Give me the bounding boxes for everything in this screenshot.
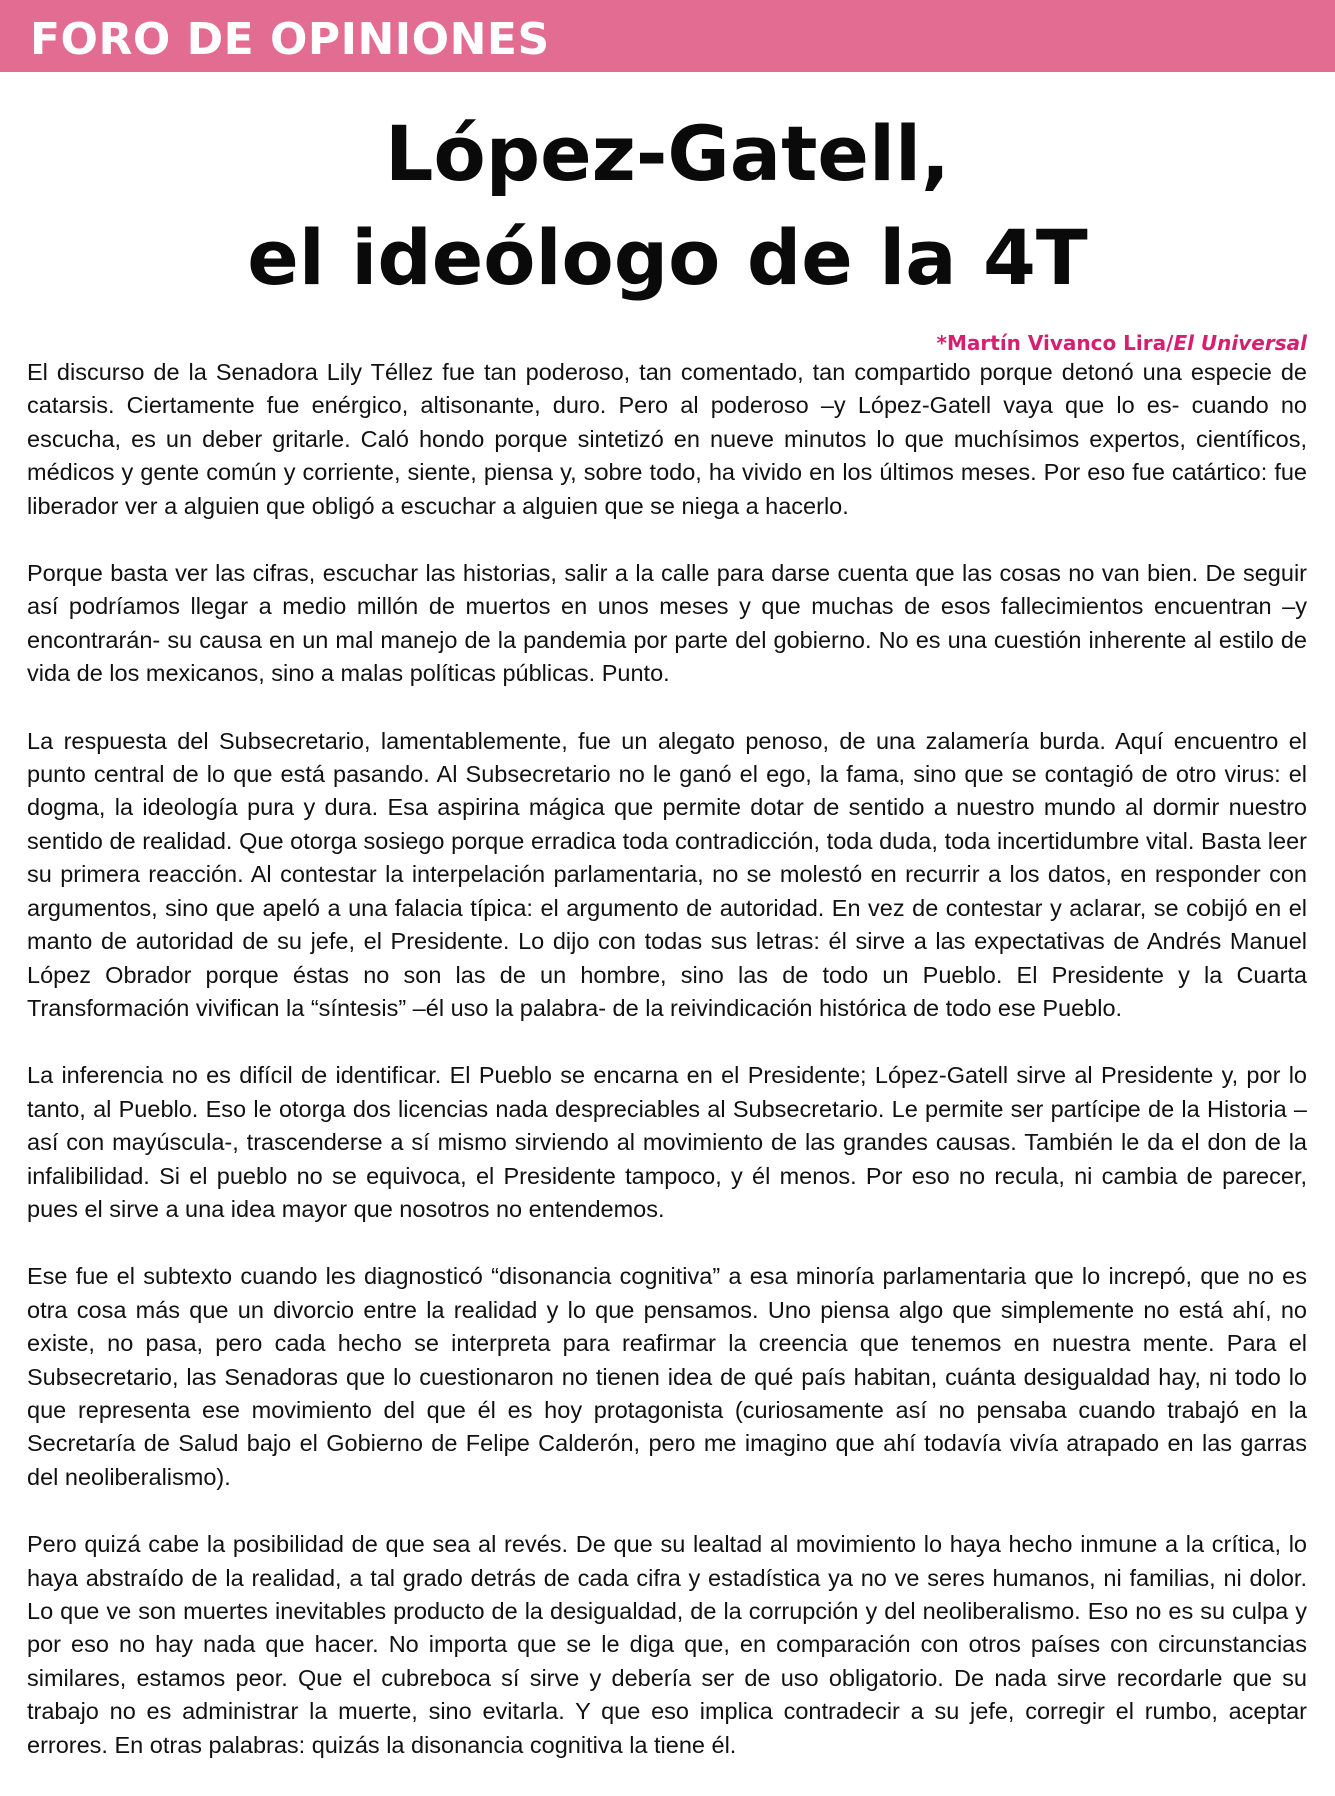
section-label: FORO DE OPINIONES	[30, 14, 550, 65]
article-paragraph-5: Ese fue el subtexto cuando les diagnosticó “disonancia cognitiva” a esa minoría parlamentaria que lo increpó, que no es otra cosa más que un divorcio entre la realidad y lo que pensamos. Uno piensa algo que simplemente no está ahí, no existe, no pasa, pero cada hecho se interpreta para reafirmar la creencia que tenemos en nuestra mente. Para el Subsecretario, las Senadoras que lo cuestionaron no tienen idea de qué país habitan, cuánta desigualdad hay, ni todo lo que representa ese movimiento del que él es hoy protagonista (curiosamente así no pensaba cuando trabajó en la Secretaría de Salud bajo el Gobierno de Felipe Calderón, pero me imagino que ahí todavía vivía atrapado en las garras del neoliberalismo).	[27, 1263, 1307, 1490]
article-paragraph-2: Porque basta ver las cifras, escuchar las historias, salir a la calle para darse cuenta que las cosas no van bien. De seguir así podríamos llegar a medio millón de muertos en unos meses y que muchas de esos fallecimientos encuentran –y encontrarán- su causa en un mal manejo de la pandemia por parte del gobierno. No es una cuestión inherente al estilo de vida de los mexicanos, sino a malas políticas públicas. Punto.	[27, 560, 1307, 687]
article-body	[27, 356, 1307, 1796]
article-title-line-2: el ideólogo de la 4T	[247, 213, 1088, 302]
byline-outlet: El Universal	[1173, 331, 1307, 355]
article-paragraph-3: La respuesta del Subsecretario, lamentablemente, fue un alegato penoso, de una zalamería burda. Aquí encuentro el punto central de lo que está pasando. Al Subsecretario no le ganó el ego, la fama, sino que se contagió de otro virus: el dogma, la ideología pura y dura. Esa aspirina mágica que permite dotar de sentido a nuestro mundo al dormir nuestro sentido de realidad. Que otorga sosiego porque erradica toda contradicción, toda duda, toda incertidumbre vital. Basta leer su primera reacción. Al contestar la interpelación parlamentaria, no se molestó en recurrir a los datos, en responder con argumentos, sino que apeló a una falacia típica: el argumento de autoridad. En vez de contestar y aclarar, se cobijó en el manto de autoridad de su jefe, el Presidente. Lo dijo con todas sus letras: él sirve a las expectativas de Andrés Manuel López Obrador porque éstas no son las de un hombre, sino las de todo un Pueblo. El Presidente y la Cuarta Transformación vivifican la “síntesis” –él uso la palabra- de la reivindicación histórica de todo ese Pueblo.	[27, 727, 1307, 1021]
article-paragraph-4: La inferencia no es difícil de identificar. El Pueblo se encarna en el Presidente; López-Gatell sirve al Presidente y, por lo tanto, al Pueblo. Eso le otorga dos licencias nada despreciables al Subsecretario. Le permite ser partícipe de la Historia –así con mayúscula-, trascenderse a sí mismo sirviendo al movimiento de las grandes causas. También le da el don de la infalibilidad. Si el pueblo no se equivoca, el Presidente tampoco, y él menos. Por eso no recula, ni cambia de parecer, pues el sirve a una idea mayor que nosotros no entendemos.	[27, 1062, 1307, 1222]
byline	[937, 330, 1307, 356]
byline-author: *Martín Vivanco Lira/	[936, 331, 1174, 355]
article-title-line-1: López-Gatell,	[385, 109, 950, 198]
section-banner	[0, 0, 1335, 72]
article-paragraph-6: Pero quizá cabe la posibilidad de que sea al revés. De que su lealtad al movimiento lo haya hecho inmune a la crítica, lo haya abstraído de la realidad, a tal grado detrás de cada cifra y estadística ya no ve seres humanos, ni familias, ni dolor. Lo que ve son muertes inevitables producto de la desigualdad, de la corrupción y del neoliberalismo. Eso no es su culpa y por eso no hay nada que hacer. No importa que se le diga que, en comparación con otros países con circunstancias similares, estamos peor. Que el cubreboca sí sirve y debería ser de uso obligatorio. De nada sirve recordarle que su trabajo no es administrar la muerte, sino evitarla. Y que eso implica contradecir a su jefe, corregir el rumbo, aceptar errores. En otras palabras: quizás la disonancia cognitiva la tiene él.	[27, 1531, 1307, 1758]
article-paragraph-1: El discurso de la Senadora Lily Téllez fue tan poderoso, tan comentado, tan compartido porque detonó una especie de catarsis. Ciertamente fue enérgico, altisonante, duro. Pero al poderoso –y López-Gatell vaya que lo es- cuando no escucha, es un deber gritarle. Caló hondo porque sintetizó en nueve minutos lo que muchísimos expertos, científicos, médicos y gente común y corriente, siente, piensa y, sobre todo, ha vivido en los últimos meses. Por eso fue catártico: fue liberador ver a alguien que obligó a escuchar a alguien que se niega a hacerlo.	[27, 359, 1307, 519]
